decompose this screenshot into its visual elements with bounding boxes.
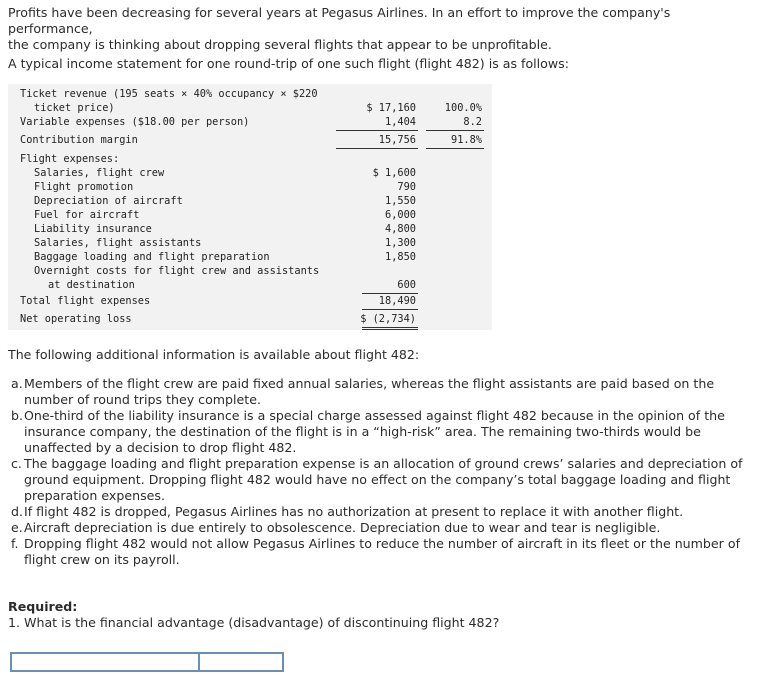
answer-row [10,652,286,672]
variable-expenses-label: Variable expenses ($18.00 per person) [20,116,250,128]
variable-expenses-row [8,115,492,129]
net-operating-loss-row [8,312,492,326]
list-item-text: The baggage loading and flight preparation expense is an allocation of ground crews’ salaries and depreciation of ground equipment. Dropping flight 482 would have no effect on the company’s total baggage loading and flight preparation expenses. [24,456,743,503]
list-marker: c. [11,456,22,471]
intro-line-1: Profits have been decreasing for several years at Pegasus Airlines. In an effort to improve the company's performance, [8,5,671,36]
variable-expenses-pct: 8.2 [463,116,482,128]
income-statement [8,84,492,330]
underline [426,148,484,149]
list-item [8,408,748,456]
list-item [8,520,748,536]
expense-label: Flight promotion [34,181,134,193]
underline [336,148,418,149]
expense-label: Depreciation of aircraft [34,195,183,207]
list-item-text: One-third of the liability insurance is a special charge assessed against flight 482 because in the opinion of the insurance company, the destination of the flight is in a “high-risk” area. The remaining two-thirds would be unaffected by a decision to drop flight 482. [24,408,725,455]
total-flight-expenses-label: Total flight expenses [20,295,151,307]
answer-label-input[interactable] [10,652,200,672]
expense-label: Salaries, flight crew [34,167,165,179]
underline [336,130,418,131]
expense-label: Salaries, flight assistants [34,237,202,249]
expense-amount: 4,800 [385,223,416,235]
expense-amount: $ 1,600 [372,167,416,179]
ticket-revenue-pct: 100.0% [444,102,482,114]
overnight-costs-amount: 600 [397,279,416,291]
required-section [8,599,754,631]
list-item-text: Members of the flight crew are paid fixed annual salaries, whereas the flight assistants are paid based on the number of round trips they complete. [24,376,715,407]
expense-amount: 790 [397,181,416,193]
list-marker: b. [11,408,23,423]
net-operating-loss-label: Net operating loss [20,313,132,325]
net-operating-loss-amount: $ (2,734) [360,313,416,325]
expense-label: Fuel for aircraft [34,209,140,221]
expense-amount: 1,300 [385,237,416,249]
expense-row [8,208,492,222]
expense-row [8,180,492,194]
additional-info-list [8,376,748,568]
expense-row [8,222,492,236]
intro-line-2: the company is thinking about dropping several flights that appear to be unprofitable. [8,37,552,52]
ticket-revenue-amount: $ 17,160 [366,102,416,114]
required-heading: Required: [8,599,78,614]
expense-amount: 1,850 [385,251,416,263]
expense-amount: 6,000 [385,209,416,221]
list-marker: f. [11,536,19,551]
list-item [8,376,748,408]
ticket-revenue-label-2: ticket price) [34,102,115,114]
ticket-revenue-row [8,87,492,101]
list-item-text: If flight 482 is dropped, Pegasus Airlines has no authorization at present to replace it with another flight. [24,504,684,519]
contribution-margin-pct: 91.8% [451,134,482,146]
list-item [8,504,748,520]
flight-expenses-label: Flight expenses: [20,153,120,165]
contribution-margin-amount: 15,756 [378,134,416,146]
overnight-costs-row-2 [8,278,492,292]
answer-amount-input[interactable] [200,652,284,672]
ticket-revenue-label: Ticket revenue (195 seats × 40% occupancy × $220 [20,88,318,100]
double-underline [362,327,418,328]
expense-row [8,236,492,250]
variable-expenses-amount: 1,404 [385,116,416,128]
expense-label: Baggage loading and flight preparation [34,251,270,263]
intro-paragraph [8,5,754,53]
expense-row [8,250,492,264]
overnight-costs-label-2: at destination [48,279,135,291]
list-marker: d. [11,504,23,519]
list-item-text: Dropping flight 482 would not allow Pegasus Airlines to reduce the number of aircraft in its fleet or the number of flight crew on its payroll. [24,536,740,567]
overnight-costs-row [8,264,492,278]
expense-row [8,194,492,208]
contribution-margin-row [8,133,492,147]
list-item-text: Aircraft depreciation is due entirely to obsolescence. Depreciation due to wear and tear is negligible. [24,520,661,535]
list-item [8,456,748,504]
double-underline [362,329,418,330]
contribution-margin-label: Contribution margin [20,134,138,146]
list-item [8,536,748,568]
additional-info-intro: The following additional information is available about flight 482: [8,347,420,362]
list-marker: a. [11,376,23,391]
required-question: 1. What is the financial advantage (disadvantage) of discontinuing flight 482? [8,615,500,630]
expense-row [8,166,492,180]
total-flight-expenses-row [8,294,492,308]
list-marker: e. [11,520,23,535]
statement-intro: A typical income statement for one round-trip of one such flight (flight 482) is as follows: [8,56,569,71]
ticket-revenue-row-2 [8,101,492,115]
underline [426,130,484,131]
expense-amount: 1,550 [385,195,416,207]
expense-label: Liability insurance [34,223,152,235]
underline [362,309,418,310]
total-flight-expenses-amount: 18,490 [378,295,416,307]
overnight-costs-label: Overnight costs for flight crew and assistants [34,265,320,277]
flight-expenses-header [8,152,492,166]
